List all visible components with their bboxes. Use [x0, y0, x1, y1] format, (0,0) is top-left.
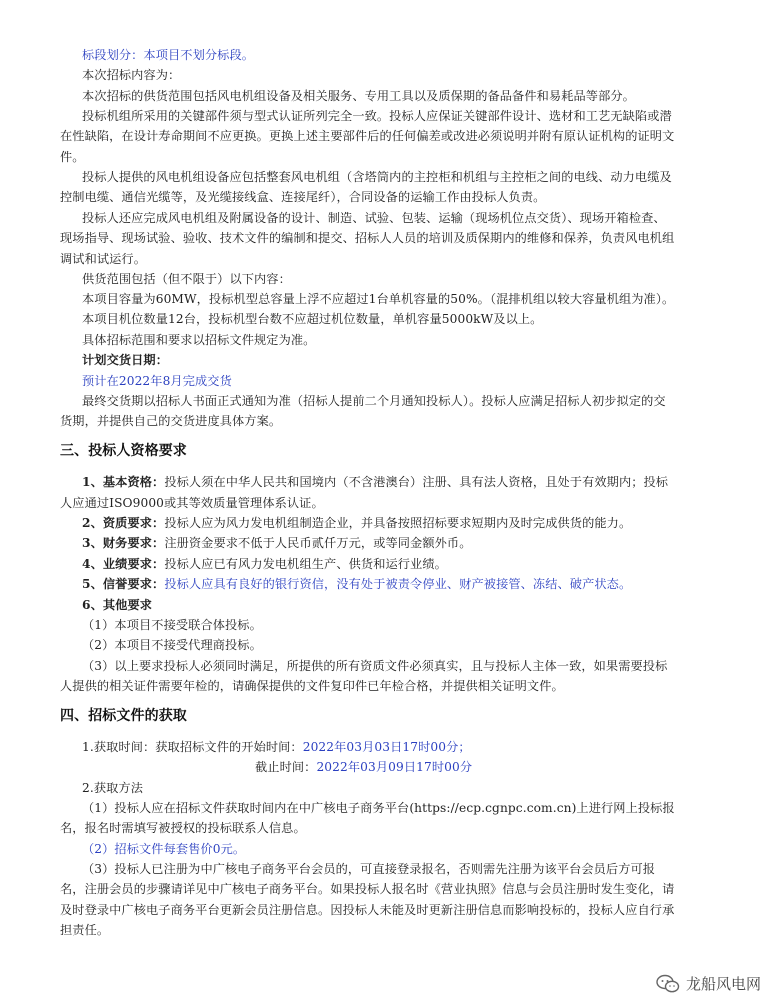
qualification-basic [82, 474, 668, 491]
qualification-certification [82, 515, 631, 532]
qualification-label: 2、资质要求： [82, 516, 165, 530]
method-item-price: （2）招标文件每套售价0元。 [82, 842, 246, 856]
scope-paragraph-2-line: 件。 [60, 150, 85, 164]
other-requirement-item: （3）以上要求投标人必须同时满足，所提供的所有资质文件必须真实，且与投标人主体一致，如果需要投标 [82, 659, 668, 673]
delivery-title: 计划交货日期： [82, 353, 169, 367]
section-heading-documents: 四、招标文件的获取 [60, 708, 187, 724]
section-heading-qualifications: 三、投标人资格要求 [60, 443, 187, 459]
delivery-paragraph-line: 货期，并提供自己的交货进度具体方案。 [60, 414, 282, 428]
qualification-text: 注册资金要求不低于人民币贰仟万元，或等同金额外币。 [164, 536, 472, 550]
delivery-date: 预计在2022年8月完成交货 [82, 374, 232, 388]
method-item: （1）投标人应在招标文件获取时间内在中广核电子商务平台(https://ecp.cgnpc.com.cn)上进行网上投标报 [82, 801, 675, 815]
method-item: （3）投标人已注册为中广核电子商务平台会员的，可直接登录报名，否则需先注册为该平台会员后方可报 [82, 862, 656, 876]
acquisition-method-title: 2.获取方法 [82, 781, 143, 795]
qualification-other-title: 6、其他要求 [82, 598, 153, 612]
turbine-count-requirement: 本项目机位数量12台，投标机型台数不应超过机位数量，单机容量5000kW及以上。 [82, 312, 543, 326]
method-item-cont: 及时登录中广核电子商务平台更新会员注册信息。因投标人未能及时更新注册信息而影响投标的，投标人应自行承 [60, 903, 675, 917]
scope-paragraph-2-line: 在性缺陷，在设计寿命期间不应更换。更换上述主要部件后的任何偏差或改进必须说明并附有原认证机构的证明文 [60, 129, 675, 143]
other-requirement-item: （1）本项目不接受联合体投标。 [82, 618, 262, 632]
qualification-performance [82, 556, 447, 573]
delivery-paragraph-line: 最终交货期以招标人书面正式通知为准（招标人提前二个月通知投标人）。投标人应满足招标人初步拟定的交 [82, 394, 666, 408]
time-label: 截止时间： [255, 760, 317, 774]
qualification-text: 投标人应为风力发电机组制造企业，并具备按照招标要求短期内及时完成供货的能力。 [164, 516, 632, 530]
qualification-financial [82, 535, 472, 552]
method-item-cont: 担责任。 [60, 923, 110, 937]
watermark-text: 龙船风电网 [685, 975, 761, 993]
supply-scope-intro: 供货范围包括（但不限于）以下内容： [82, 272, 291, 286]
qualification-label: 3、财务要求： [82, 536, 165, 550]
time-label: 1.获取时间：获取招标文件的开始时间： [82, 740, 303, 754]
qualification-label: 5、信誉要求： [82, 577, 165, 591]
qualification-label: 4、业绩要求： [82, 557, 165, 571]
other-requirement-item-cont: 人提供的相关证件需要年检的，请确保提供的文件复印件已年检合格，并提供相关证明文件。 [60, 679, 564, 693]
scope-paragraph-4-line: 投标人还应完成风电机组及附属设备的设计、制造、试验、包装、运输（现场机位点交货）、现场开箱检查、 [82, 211, 666, 225]
acquisition-time-end [255, 759, 472, 776]
method-item-cont: 名，报名时需填写被授权的投标联系人信息。 [60, 821, 306, 835]
qualification-credit [82, 576, 631, 593]
qualification-basic-cont: 人应通过ISO9000或其等效质量管理体系认证。 [60, 496, 324, 510]
scope-paragraph-4-line: 现场指导、现场试验、验收、技术文件的编制和提交、招标人人员的培训及质保期内的维修和保养，负责风电机组 [60, 231, 675, 245]
qualification-text: 投标人须在中华人民共和国境内（不含港澳台）注册、具有法人资格，且处于有效期内；投标 [164, 475, 669, 489]
wechat-icon [656, 974, 680, 994]
scope-paragraph-4-line: 调试和试运行。 [60, 252, 147, 266]
scope-title: 本次招标内容为： [82, 68, 181, 82]
end-time: 2022年03月09日17时00分 [316, 760, 473, 774]
capacity-requirement: 本项目容量为60MW，投标机型总容量上浮不应超过1台单机容量的50%。（混排机组以较大容量机组为准）。 [82, 292, 675, 306]
scope-paragraph-2-line: 投标机组所采用的关键部件须与型式认证所列完全一致。投标人应保证关键部件设计、选材和工艺无缺陷或潜 [82, 109, 672, 123]
scope-paragraph-3-line: 控制电缆、通信光缆等，及光缆接线盒、连接尾纤），合同设备的运输工作由投标人负责。 [60, 190, 546, 204]
start-time: 2022年03月03日17时00分； [302, 740, 471, 754]
other-requirement-item: （2）本项目不接受代理商投标。 [82, 638, 262, 652]
watermark [656, 973, 761, 994]
qualification-text: 投标人应已有风力发电机组生产、供货和运行业绩。 [164, 557, 447, 571]
scope-paragraph-3-line: 投标人提供的风电机组设备应包括整套风电机组（含塔筒内的主控柜和机组与主控柜之间的电线、动力电缆及 [82, 170, 672, 184]
qualification-text: 投标人应具有良好的银行资信，没有处于被责令停业、财产被接管、冻结、破产状态。 [164, 577, 632, 591]
scope-reference: 具体招标范围和要求以招标文件规定为准。 [82, 333, 316, 347]
lot-division: 标段划分：本项目不划分标段。 [82, 48, 255, 62]
qualification-label: 1、基本资格： [82, 475, 165, 489]
acquisition-time-start [82, 739, 471, 756]
method-item-cont: 名，注册会员的步骤请详见中广核电子商务平台。如果投标人报名时《营业执照》信息与会员注册时发生变化，请 [60, 882, 675, 896]
scope-paragraph-1: 本次招标的供货范围包括风电机组设备及相关服务、专用工具以及质保期的备品备件和易耗品等部分。 [82, 89, 635, 103]
